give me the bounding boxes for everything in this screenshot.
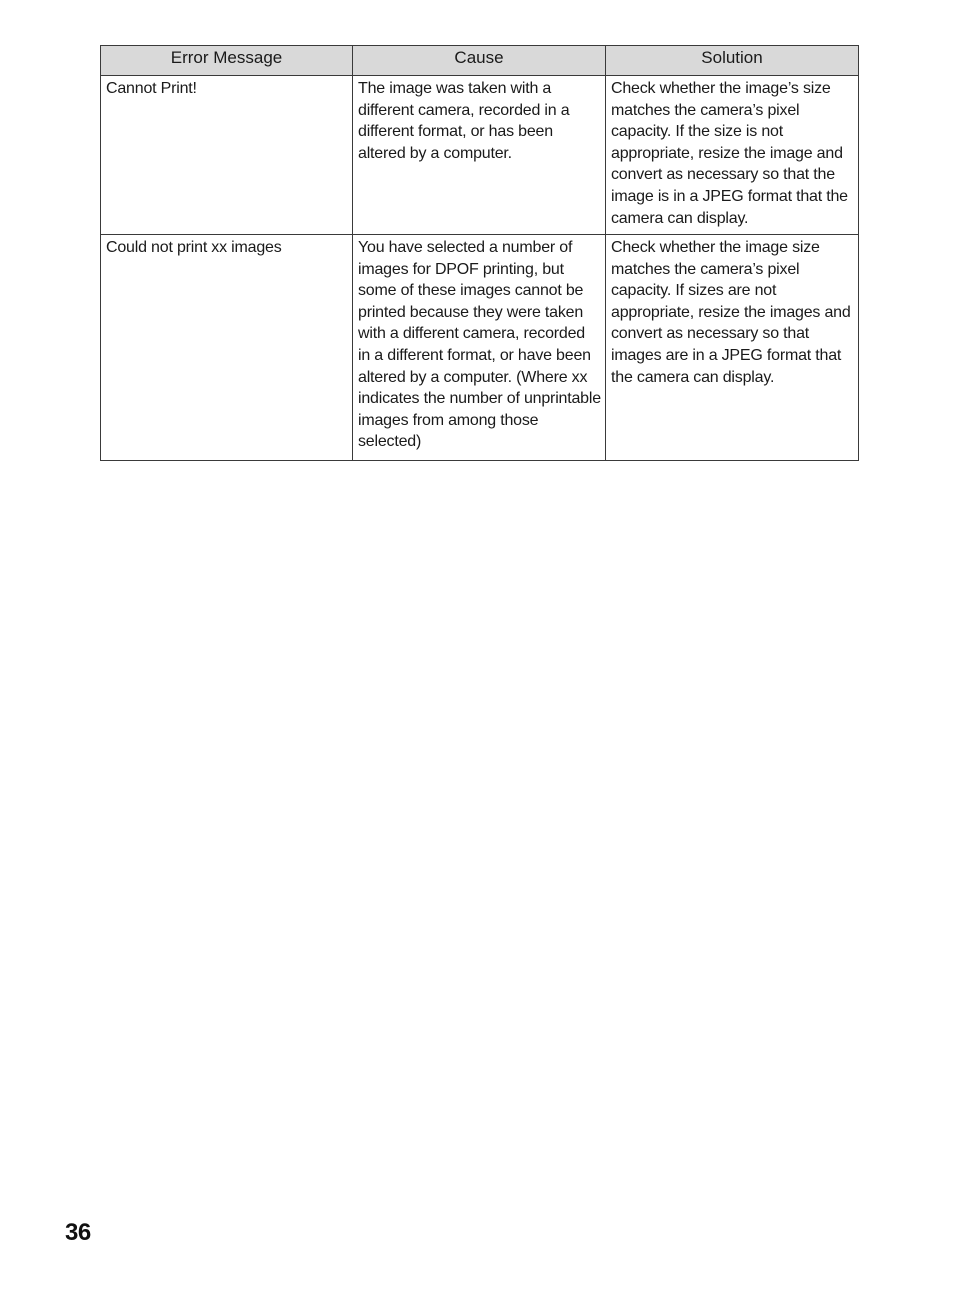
cause-cell: The image was taken with a different camera, recorded in a different format, or has been altered by a computer. [353,76,606,235]
header-cause: Cause [353,46,606,76]
solution-cell: Check whether the image’s size matches the camera’s pixel capacity. If the size is not appropriate, resize the image and convert as necessary so that the image is in a JPEG format that the camera can display. [606,76,859,235]
cause-cell: You have selected a number of images for DPOF printing, but some of these images cannot be printed because they were taken with a different camera, recorded in a different format, or have been altered by a computer. (Where xx indicates the number of unprintable images from among those selected) [353,235,606,461]
page-number: 36 [65,1219,91,1246]
header-error-message: Error Message [101,46,353,76]
header-solution: Solution [606,46,859,76]
table-row [101,76,859,235]
error-message-table [100,45,859,461]
table-header-row [101,46,859,76]
error-message-cell: Cannot Print! [101,76,353,235]
error-message-cell: Could not print xx images [101,235,353,461]
solution-cell: Check whether the image size matches the camera’s pixel capacity. If sizes are not appropriate, resize the images and convert as necessary so that images are in a JPEG format that the camera can display. [606,235,859,461]
table-row [101,235,859,461]
